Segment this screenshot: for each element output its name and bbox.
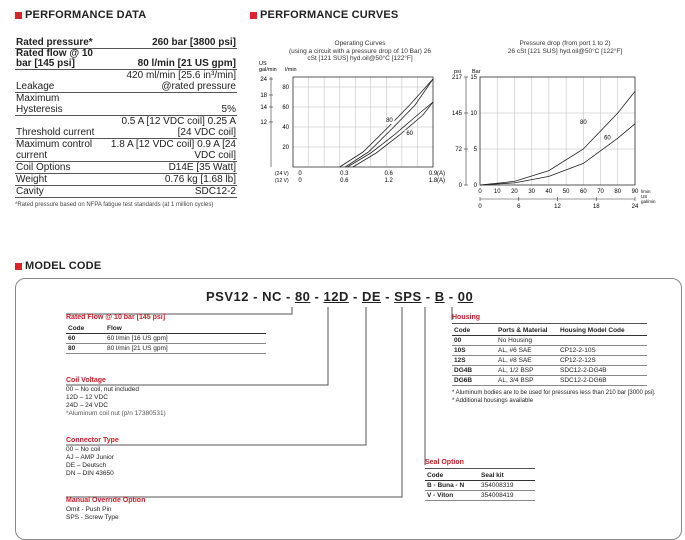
seal-option-title: Seal Option <box>425 459 535 469</box>
row-label: Rated flow @ 10 bar [145 psi] <box>15 49 105 70</box>
chart1-title: Operating Curves <box>334 40 386 47</box>
rated-flow-section <box>66 314 266 354</box>
list-item: AJ – AMP Junior <box>66 454 114 461</box>
row-label: Maximum Hysteresis <box>15 93 105 116</box>
y-tick-label: 10 <box>470 111 477 117</box>
cell <box>558 336 647 346</box>
col-header: Code <box>452 326 496 336</box>
x-axis-label2b: gal/min <box>641 199 656 204</box>
code-sep: - <box>448 289 454 304</box>
cell: CP12-2-12S <box>558 356 647 366</box>
series-label: 80 <box>579 119 587 126</box>
series-label: 80 <box>386 118 393 124</box>
row-value: 420 ml/min [25.6 in³/min] @rated pressure <box>105 70 237 93</box>
cell: AL, #8 SAE <box>496 356 558 366</box>
x-tick-label-12v: 0 <box>298 178 302 184</box>
x-tick-label-12v: 1.2 <box>384 178 393 184</box>
series-label: 60 <box>604 135 611 142</box>
x-tick-label: 10 <box>493 189 501 195</box>
cell: DG4B <box>452 366 496 376</box>
x-axis-label: l/min <box>641 189 651 194</box>
row-label: Threshold current <box>15 116 105 139</box>
y-axis-label: l/min <box>285 67 297 73</box>
flow-connector-line <box>66 307 292 314</box>
cell: 12S <box>452 356 496 366</box>
row-value: 5% <box>105 93 237 116</box>
y-tick-label: 40 <box>282 125 289 131</box>
y-tick-label: 5 <box>473 147 477 153</box>
footnote: *Rated pressure based on NFPA fatigue test standards (at 1 million cycles) <box>15 202 214 208</box>
list-item: 00 – No coil, nut included <box>66 386 139 393</box>
gpm-tick-label: 14 <box>260 105 267 111</box>
table-row <box>452 346 647 356</box>
code-sep: - <box>353 289 358 304</box>
x-unit-label: (A) <box>437 171 445 177</box>
chart2-title: Pressure drop (from port 1 to 2) <box>519 40 611 47</box>
list-item: 00 – No coil <box>66 446 101 453</box>
coil-voltage-title: Coil Voltage <box>66 377 106 384</box>
table-row <box>66 334 266 344</box>
series-label: 60 <box>406 131 414 137</box>
cell: 10S <box>452 346 496 356</box>
x-tick-label: 20 <box>511 189 518 195</box>
coil-voltage-section <box>66 377 266 418</box>
list-item: DE – Deutsch <box>66 462 107 469</box>
code-sep: - <box>385 289 390 304</box>
gpm-tick-label: 24 <box>260 77 267 83</box>
y-tick-label: 60 <box>282 105 289 111</box>
cell: SDC12-2-DG6B <box>558 376 647 386</box>
row-value: SDC12-2 <box>105 186 237 198</box>
cell: 354008419 <box>479 491 535 501</box>
cell: 60 <box>66 334 105 344</box>
housing-note: * Additional housings available <box>452 398 534 404</box>
x-tick-label-24v: 0.3 <box>340 171 349 177</box>
list-item: *Aluminum coil nut (p/n 17380531) <box>66 410 166 417</box>
x-tick-label: 50 <box>562 189 570 195</box>
code-part-flow: 80 <box>294 289 311 304</box>
y-tick-label: 20 <box>282 145 289 151</box>
gpm-tick-label: 24 <box>631 204 639 210</box>
code-part-housing: 00 <box>457 289 474 304</box>
y-tick-label: 0 <box>473 183 477 189</box>
list-item: 24D – 24 VDC <box>66 402 108 409</box>
x-tick-label: 0 <box>478 189 482 195</box>
cell: 80 l/min [21 US gpm] <box>105 344 266 354</box>
row-label: Coil Options <box>15 162 105 174</box>
row-label: Weight <box>15 174 105 186</box>
x-tick-label-24v: 0.9 <box>428 171 438 177</box>
col-header: Code <box>66 324 105 334</box>
code-sep: - <box>285 289 291 304</box>
cell: 80 <box>66 344 105 354</box>
list-item: DN – DIN 43650 <box>66 470 114 477</box>
table-row <box>425 491 535 501</box>
cell: V - Viton <box>425 491 479 501</box>
cell: No Housing <box>496 336 558 346</box>
gpm-tick-label: 18 <box>260 93 267 99</box>
row-label: Maximum control current <box>15 139 105 162</box>
cell: AL, 1/2 BSP <box>496 366 558 376</box>
y-axis-label-psi: psi <box>454 69 462 75</box>
x-axis-label2: US <box>641 194 648 199</box>
performance-data-title: PERFORMANCE DATA <box>25 9 147 21</box>
seal-option-section <box>425 459 535 501</box>
gpm-tick-label: 0 <box>478 204 482 210</box>
code-sep: - <box>253 289 258 304</box>
list-item: SPS - Screw Type <box>66 514 119 521</box>
psi-tick-label: 72 <box>455 147 462 153</box>
connector-type-title: Connector Type <box>66 437 119 444</box>
table-row <box>425 481 535 491</box>
table-row <box>425 471 535 481</box>
cell: CP12-2-10S <box>558 346 647 356</box>
row-value: 80 l/min [21 US gpm] <box>105 49 237 70</box>
housing-note: * Aluminum bodies are to be used for pressures less than 210 bar [3000 psi]. <box>452 390 656 396</box>
row-value: 260 bar [3800 psi] <box>105 37 237 49</box>
cell: DG6B <box>452 376 496 386</box>
psi-tick-label: 217 <box>451 75 462 81</box>
y-axis-label-gpm: US <box>259 61 267 67</box>
connector-type-section <box>66 437 266 478</box>
x-tick-label: 70 <box>597 189 604 195</box>
table-row <box>452 356 647 366</box>
code-part-seal: B <box>434 289 445 304</box>
cell: AL, #6 SAE <box>496 346 558 356</box>
x-series-label: (24 V) <box>275 171 289 177</box>
x-tick-label-24v: 0.6 <box>384 171 393 177</box>
x-tick-label: 30 <box>528 189 536 195</box>
psi-tick-label: 0 <box>458 183 462 189</box>
col-header: Code <box>425 471 479 481</box>
table-row <box>452 336 647 346</box>
y-axis-label-gpm2: gal/min <box>259 67 277 73</box>
x-tick-label-12v: 0.6 <box>340 178 349 184</box>
gpm-tick-label: 12 <box>554 204 561 210</box>
col-header: Housing Model Code <box>558 326 647 336</box>
code-part-override: SPS <box>394 289 422 304</box>
cell: B - Buna - N <box>425 481 479 491</box>
housing-title: Housing <box>452 314 647 324</box>
col-header: Flow <box>105 324 266 334</box>
y-tick-label: 15 <box>470 75 477 81</box>
table-row <box>66 344 266 354</box>
model-code-title: MODEL CODE <box>25 260 102 272</box>
code-part: NC <box>262 289 282 304</box>
cell: 00 <box>452 336 496 346</box>
list-item: Omit - Push Pin <box>66 506 112 513</box>
table-row <box>452 366 647 376</box>
psi-tick-label: 145 <box>451 111 462 117</box>
table-row <box>452 326 647 336</box>
row-label: Cavity <box>15 186 105 198</box>
code-part-voltage: 12D <box>323 289 349 304</box>
x-tick-label: 40 <box>545 189 553 195</box>
gpm-tick-label: 12 <box>260 120 267 126</box>
cell: 60 l/min [16 US gpm] <box>105 334 266 344</box>
cell: 354008319 <box>479 481 535 491</box>
rated-flow-title: Rated Flow @ 10 bar [145 psi] <box>66 314 166 321</box>
row-value: 1.8 A [12 VDC coil] 0.9 A [24 VDC coil] <box>105 139 237 162</box>
row-value: 0.76 kg [1.68 lb] <box>105 174 237 186</box>
x-tick-label-24v: 0 <box>298 171 302 177</box>
code-part-connector: DE <box>361 289 382 304</box>
col-header: Seal kit <box>479 471 535 481</box>
x-unit-label: (A) <box>437 178 445 184</box>
row-value: D14E [35 Watt] <box>105 162 237 174</box>
list-item: 12D – 12 VDC <box>66 394 108 401</box>
y-axis-label: Bar <box>472 69 481 75</box>
x-tick-label: 80 <box>614 189 622 195</box>
cell: SDC12-2-DG4B <box>558 366 647 376</box>
table-row <box>66 324 266 334</box>
gpm-tick-label: 18 <box>592 204 600 210</box>
manual-override-title: Manual Override Option <box>66 497 146 504</box>
code-sep: - <box>425 289 431 304</box>
code-part: PSV12 <box>206 289 249 304</box>
gpm-tick-label: 6 <box>517 204 521 210</box>
cell: AL, 3/4 BSP <box>496 376 558 386</box>
housing-section <box>452 314 656 405</box>
x-tick-label: 90 <box>631 189 639 195</box>
row-label: Rated pressure* <box>15 37 105 49</box>
manual-override-section <box>66 497 266 522</box>
col-header: Ports & Material <box>496 326 558 336</box>
chart1-subtitle: (using a circuit with a pressure drop of 10 Bar) 26 cSt [121 SUS] hyd.oil@50°C [122°F] <box>289 47 431 62</box>
x-tick-label: 60 <box>579 189 587 195</box>
x-series-label: (12 V) <box>275 178 289 184</box>
x-tick-label-12v: 1.8 <box>428 178 438 184</box>
chart2-subtitle: 26 cSt [121 SUS] hyd.oil@50°C [122°F] <box>507 47 623 55</box>
y-tick-label: 80 <box>282 85 289 91</box>
row-value: 0.5 A [12 VDC coil] 0.25 A [24 VDC coil] <box>105 116 237 139</box>
performance-curves-title: PERFORMANCE CURVES <box>260 9 399 21</box>
row-label: Leakage <box>15 70 105 93</box>
table-row <box>452 376 647 386</box>
code-sep: - <box>314 289 320 304</box>
